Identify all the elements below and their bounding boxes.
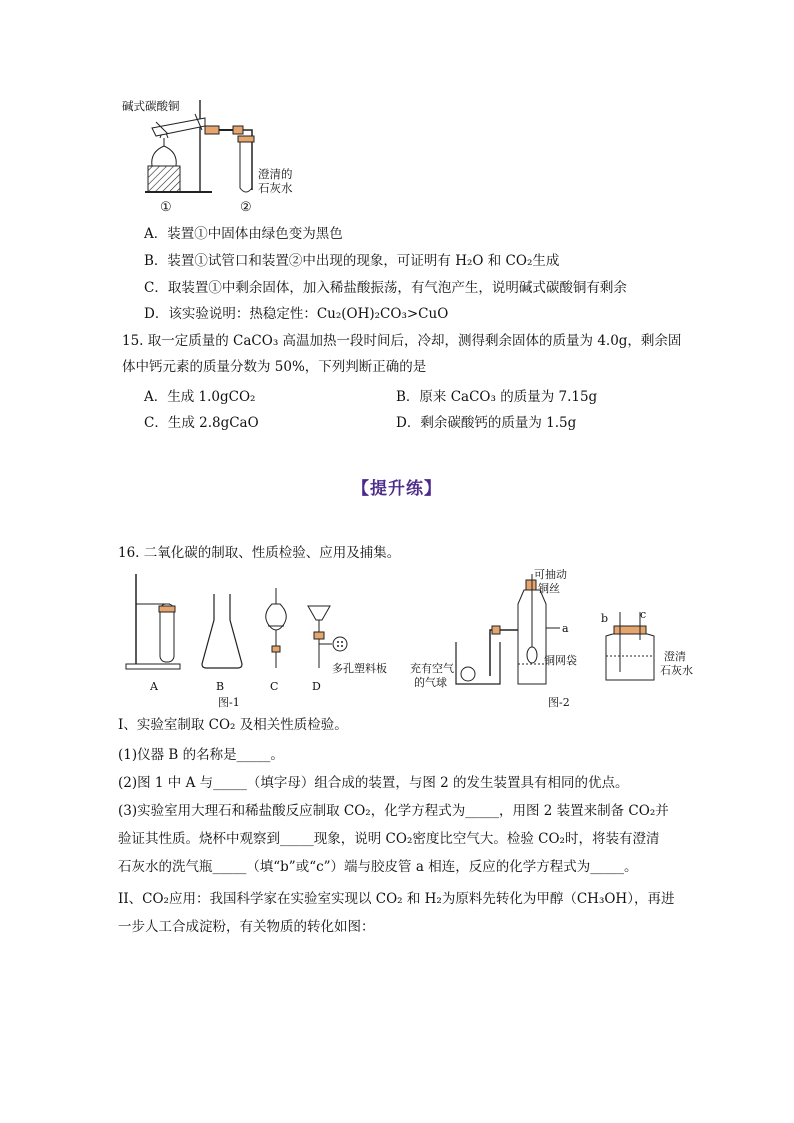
q16-sub3-line-2: 验证其性质。烧杯中观察到_____现象，说明 CO₂密度比空气大。检验 CO₂时，将装有澄清 [118,831,660,847]
q16-sub1: (1)仪器 B 的名称是_____。 [118,747,284,763]
fig2-label-b: b [601,612,609,625]
fig2-label-wire-1: 可抽动 [534,568,567,581]
q14-option-d: D．该实验说明：热稳定性：Cu₂(OH)₂CO₃>CuO [144,306,449,322]
fig2-label-c: c [640,608,647,621]
fig1-label-plate: 多孔塑料板 [332,662,387,675]
q16-sub2: (2)图 1 中 A 与_____（填字母）组合成的装置，与图 2 的发生装置具有相同的优点。 [118,775,629,791]
q16-stem: 16. 二氧化碳的制取、性质检验、应用及捕集。 [118,545,401,561]
q16-sub3-line-1: (3)实验室用大理石和稀盐酸反应制取 CO₂，化学方程式为_____，用图 2 装置来制备 CO₂并 [118,803,669,819]
fig1-label-b: B [216,680,225,693]
q15-option-b: B．原来 CaCO₃ 的质量为 7.15g [396,389,598,405]
q14-option-a: A．装置①中固体由绿色变为黑色 [144,226,343,242]
fig1-label-d: D [312,680,321,693]
q14-option-c: C．取装置①中剩余固体，加入稀盐酸振荡，有气泡产生，说明碱式碳酸铜有剩余 [144,280,627,296]
q16-part2-line-2: 一步人工合成淀粉，有关物质的转化如图： [118,919,375,935]
q16-sub3-line-3: 石灰水的洗气瓶_____（填“b”或“c”）端与胶皮管 a 相连，反应的化学方程式为_____。 [118,859,638,875]
q15-option-d: D．剩余碳酸钙的质量为 1.5g [396,415,577,431]
fig2-label-wire-2: 铜丝 [538,582,560,595]
section-title: 【提升练】 [352,479,442,499]
fig2-label-limewater-2: 石灰水 [660,664,693,677]
fig2-label-bag: 铜网袋 [544,654,577,667]
fig1-caption: 图-1 [218,696,240,709]
q15-stem-line-1: 15. 取一定质量的 CaCO₃ 高温加热一段时间后，冷却，测得剩余固体的质量为 4.0g，剩余固 [122,333,682,349]
q15-option-a: A．生成 1.0gCO₂ [144,389,256,405]
fig2-label-a: a [562,622,569,635]
fig2-label-limewater-1: 澄清 [664,650,686,663]
fig1-label-a: A [150,680,158,693]
fig1-label-c: C [270,680,279,693]
label-limewater-2: 石灰水 [258,181,293,195]
q14-option-b: B．装置①试管口和装置②中出现的现象，可证明有 H₂O 和 CO₂生成 [144,253,560,269]
q16-part2-line-1: II、CO₂应用：我国科学家在实验室实现以 CO₂ 和 H₂为原料先转化为甲醇（CH₃OH），再进 [118,891,675,907]
label-limewater-1: 澄清的 [258,167,293,181]
label-reagent: 碱式碳酸铜 [122,99,180,113]
q16-part1-title: I、实验室制取 CO₂ 及相关性质检验。 [118,717,348,733]
label-apparatus-2: ② [240,200,252,215]
fig2-label-balloon-2: 的气球 [414,676,447,689]
q15-stem-line-2: 体中钙元素的质量分数为 50%，下列判断正确的是 [122,359,427,375]
fig2-caption: 图-2 [548,696,570,709]
q15-option-c: C．生成 2.8gCaO [144,415,259,431]
label-apparatus-1: ① [160,200,172,215]
fig2-label-balloon-1: 充有空气 [410,662,454,675]
